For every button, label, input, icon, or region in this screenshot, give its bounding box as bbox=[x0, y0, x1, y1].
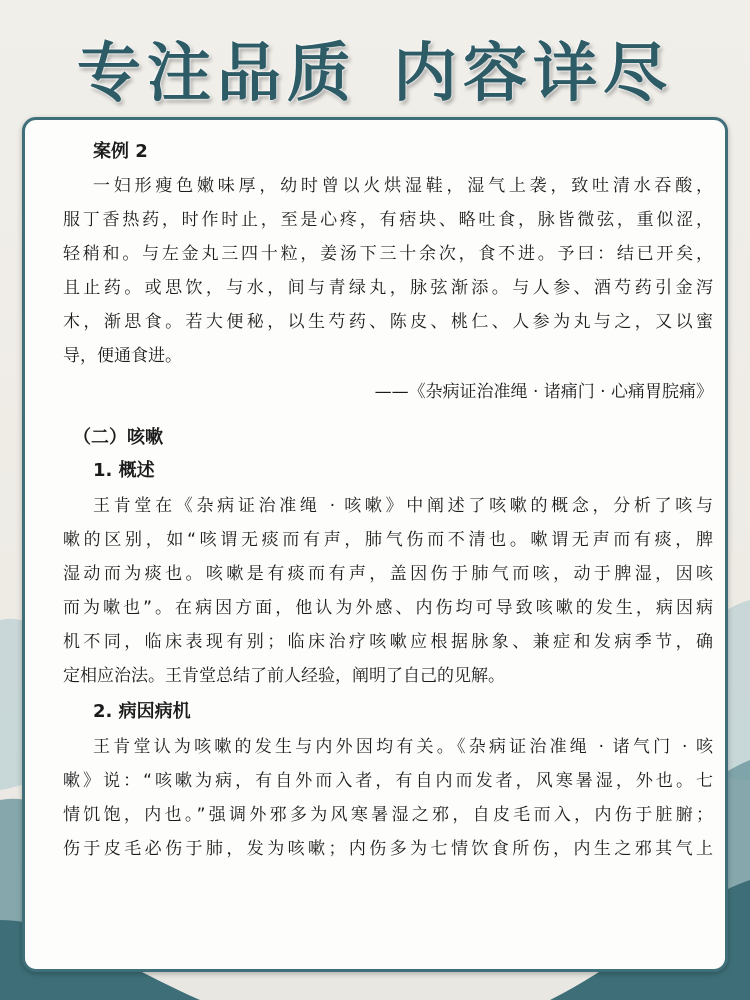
book-page-frame bbox=[22, 117, 728, 972]
paragraph-line: 王肯堂在《杂病证治准绳 · 咳嗽》中阐述了咳嗽的概念，分析了咳与 bbox=[93, 496, 713, 516]
section-title: （二）咳嗽 bbox=[73, 427, 163, 448]
headline-part1: 专注品质 bbox=[77, 36, 357, 111]
case-source: ——《杂病证治准绳 · 诸痛门 · 心痛胃脘痛》 bbox=[374, 382, 713, 402]
case-line: 且止药。或思饮，与水，间与青绿丸，脉弦渐添。与人参、酒芍药引金泻 bbox=[63, 278, 713, 298]
paragraph-line: 嗽》说：“咳嗽为病，有自外而入者，有自内而发者，风寒暑湿，外也。七 bbox=[63, 771, 713, 791]
paragraph-line: 嗽的区别，如“咳谓无痰而有声，肺气伤而不清也。嗽谓无声而有痰，脾 bbox=[63, 530, 713, 550]
subsection-title: 2. 病因病机 bbox=[93, 701, 191, 722]
case-line: 木，渐思食。若大便秘，以生芍药、陈皮、桃仁、人参为丸与之，又以蜜 bbox=[63, 312, 713, 332]
case-line: 服丁香热药，时作时止，至是心疼，有痞块、略吐食，脉皆微弦，重似涩， bbox=[63, 210, 713, 230]
case-line: 导，便通食进。 bbox=[63, 346, 182, 366]
case-title: 案例 2 bbox=[93, 141, 148, 162]
subsection-title: 1. 概述 bbox=[93, 460, 155, 481]
paragraph-line: 而为嗽也”。在病因方面，他认为外感、内伤均可导致咳嗽的发生，病因病 bbox=[63, 598, 713, 618]
paragraph-line: 机不同，临床表现有别；临床治疗咳嗽应根据脉象、兼症和发病季节，确 bbox=[63, 632, 713, 652]
headline bbox=[0, 22, 750, 114]
paragraph-line: 情饥饱，内也。”强调外邪多为风寒暑湿之邪，自皮毛而入，内伤于脏腑； bbox=[63, 805, 713, 825]
case-line: 一妇形瘦色嫩味厚，幼时曾以火烘湿鞋，湿气上袭，致吐清水吞酸， bbox=[93, 176, 713, 196]
headline-part2: 内容详尽 bbox=[393, 36, 673, 111]
paragraph-line: 定相应治法。王肯堂总结了前人经验，阐明了自己的见解。 bbox=[63, 666, 505, 686]
paragraph-line: 伤于皮毛必伤于肺，发为咳嗽；内伤多为七情饮食所伤，内生之邪其气上 bbox=[63, 839, 713, 859]
case-line: 轻稍和。与左金丸三四十粒，姜汤下三十余次，食不进。予曰：结已开矣， bbox=[63, 244, 713, 264]
paragraph-line: 湿动而为痰也。咳嗽是有痰而有声，盖因伤于肺气而咳，动于脾湿，因咳 bbox=[63, 564, 713, 584]
paragraph-line: 王肯堂认为咳嗽的发生与内外因均有关。《杂病证治准绳 · 诸气门 · 咳 bbox=[93, 737, 713, 757]
